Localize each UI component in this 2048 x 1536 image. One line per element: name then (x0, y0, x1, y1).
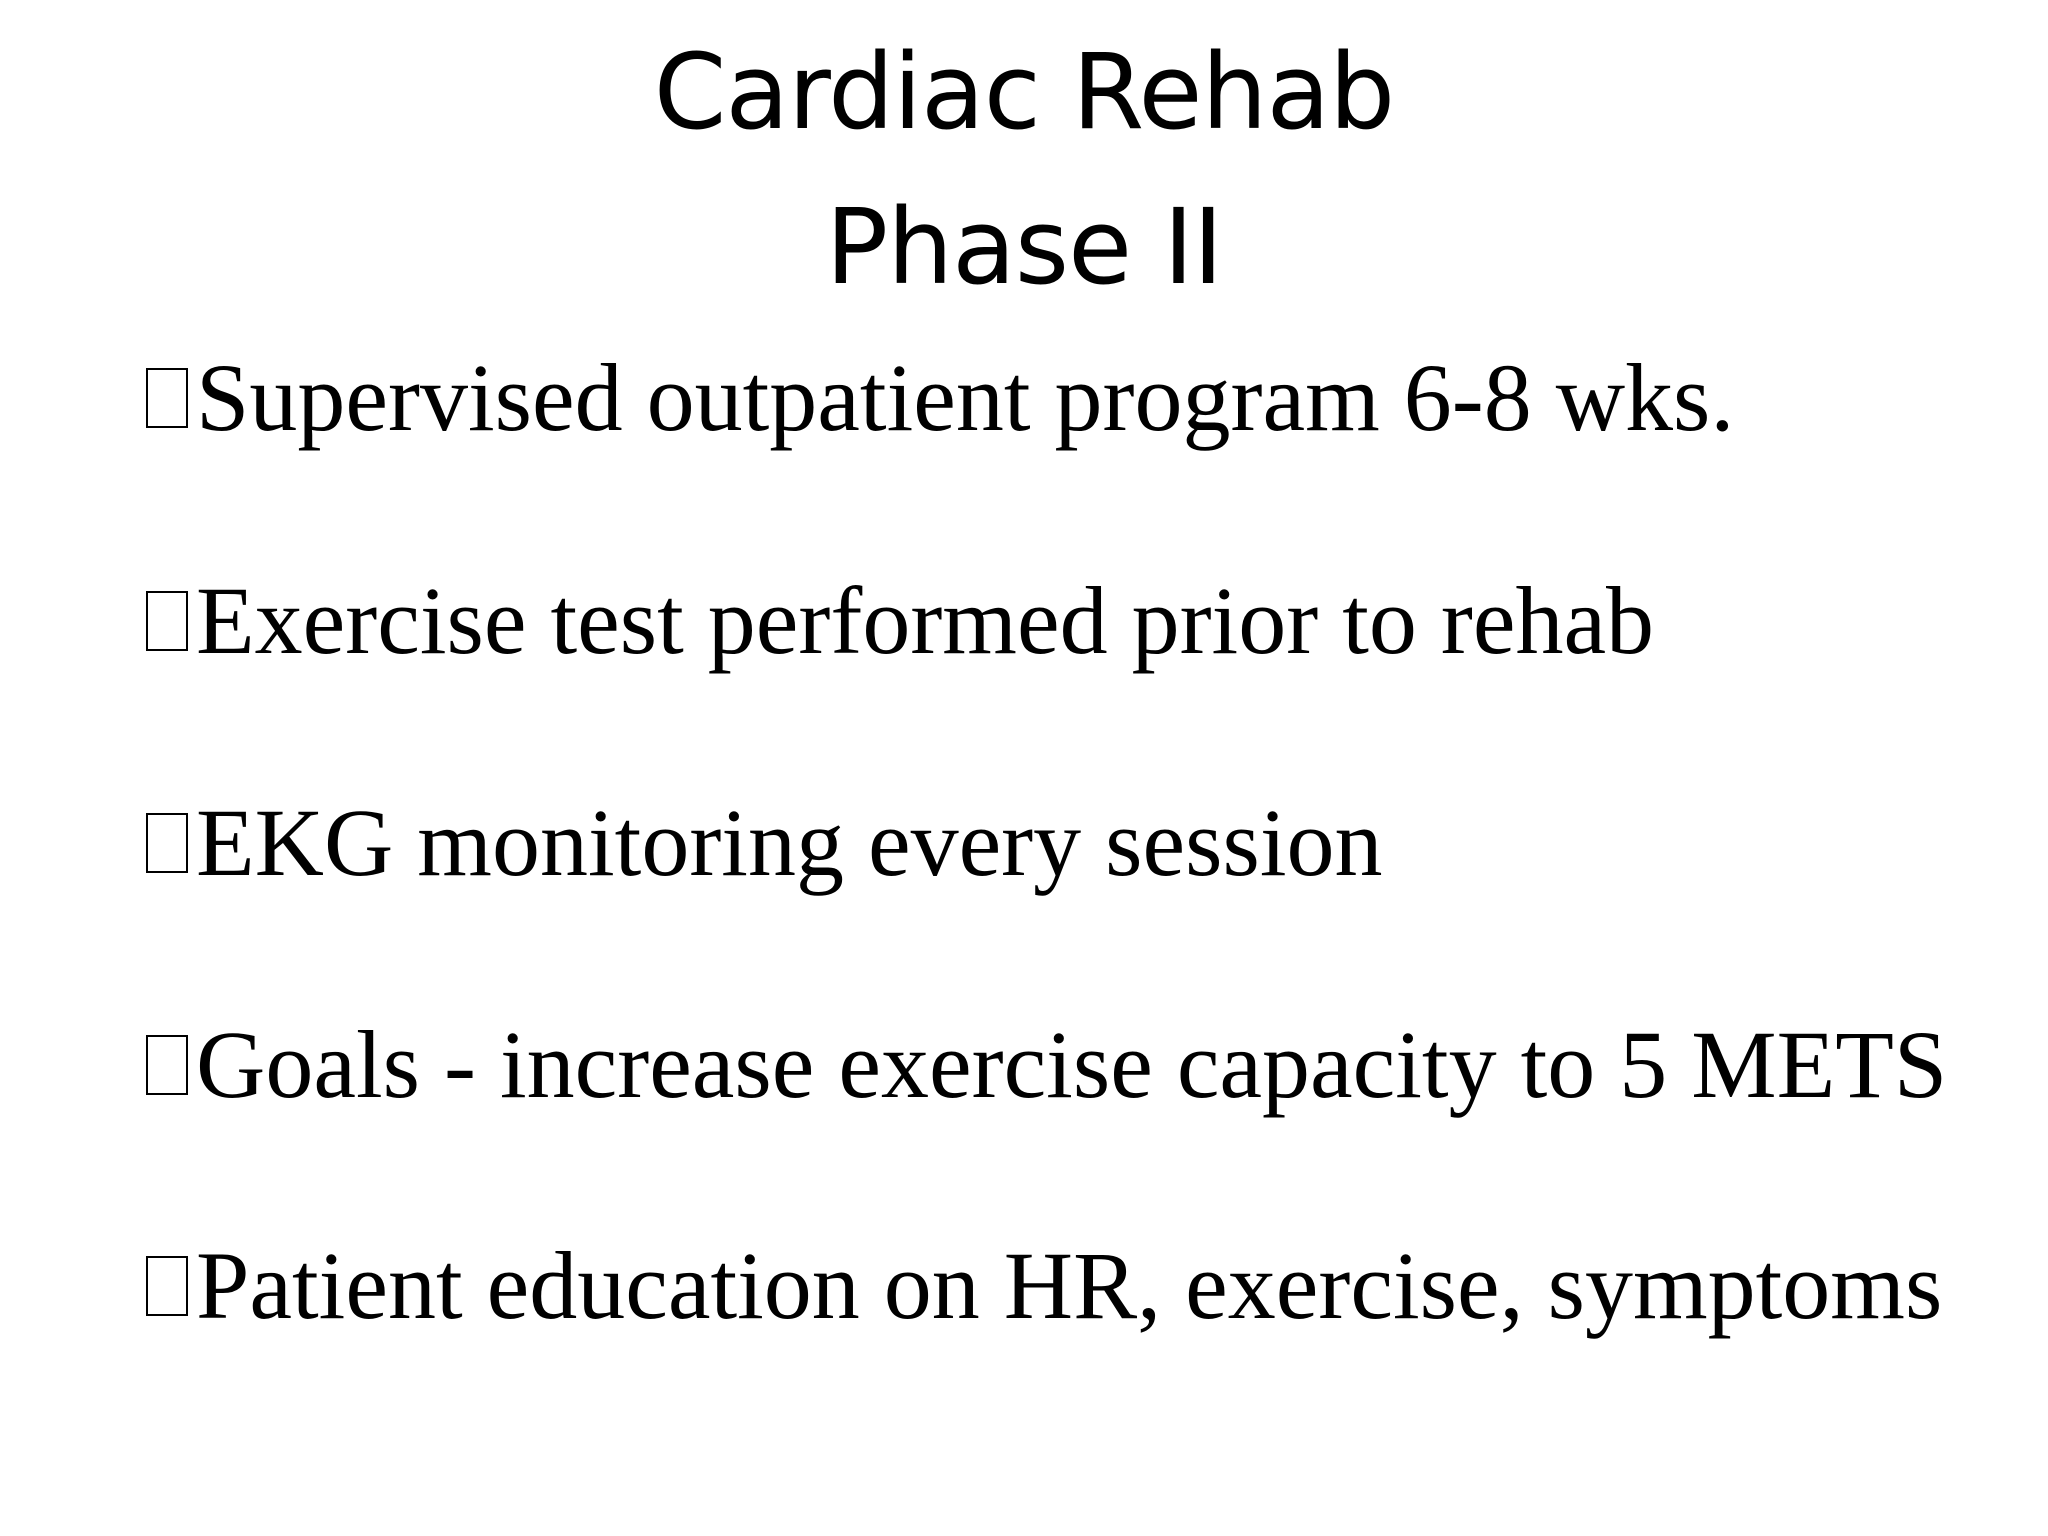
bullet-text: Goals - increase exercise capacity to 5 METS (196, 1011, 1948, 1118)
bullet-text: Patient education on HR, exercise, symptoms (196, 1232, 1943, 1339)
list-item (146, 789, 1383, 896)
list-item (146, 344, 1735, 451)
missing-glyph-box-icon (146, 813, 188, 873)
missing-glyph-box-icon (146, 591, 188, 651)
list-item (146, 1011, 1948, 1118)
slide-title: Cardiac Rehab (653, 31, 1395, 153)
missing-glyph-box-icon (146, 1256, 188, 1316)
bullet-text: Exercise test performed prior to rehab (196, 567, 1655, 674)
list-item (146, 567, 1655, 674)
bullet-text: Supervised outpatient program 6-8 wks. (196, 344, 1735, 451)
bullet-text: EKG monitoring every session (196, 789, 1383, 896)
missing-glyph-box-icon (146, 368, 188, 428)
slide-subtitle: Phase II (825, 186, 1223, 308)
missing-glyph-box-icon (146, 1035, 188, 1095)
list-item (146, 1232, 1943, 1339)
